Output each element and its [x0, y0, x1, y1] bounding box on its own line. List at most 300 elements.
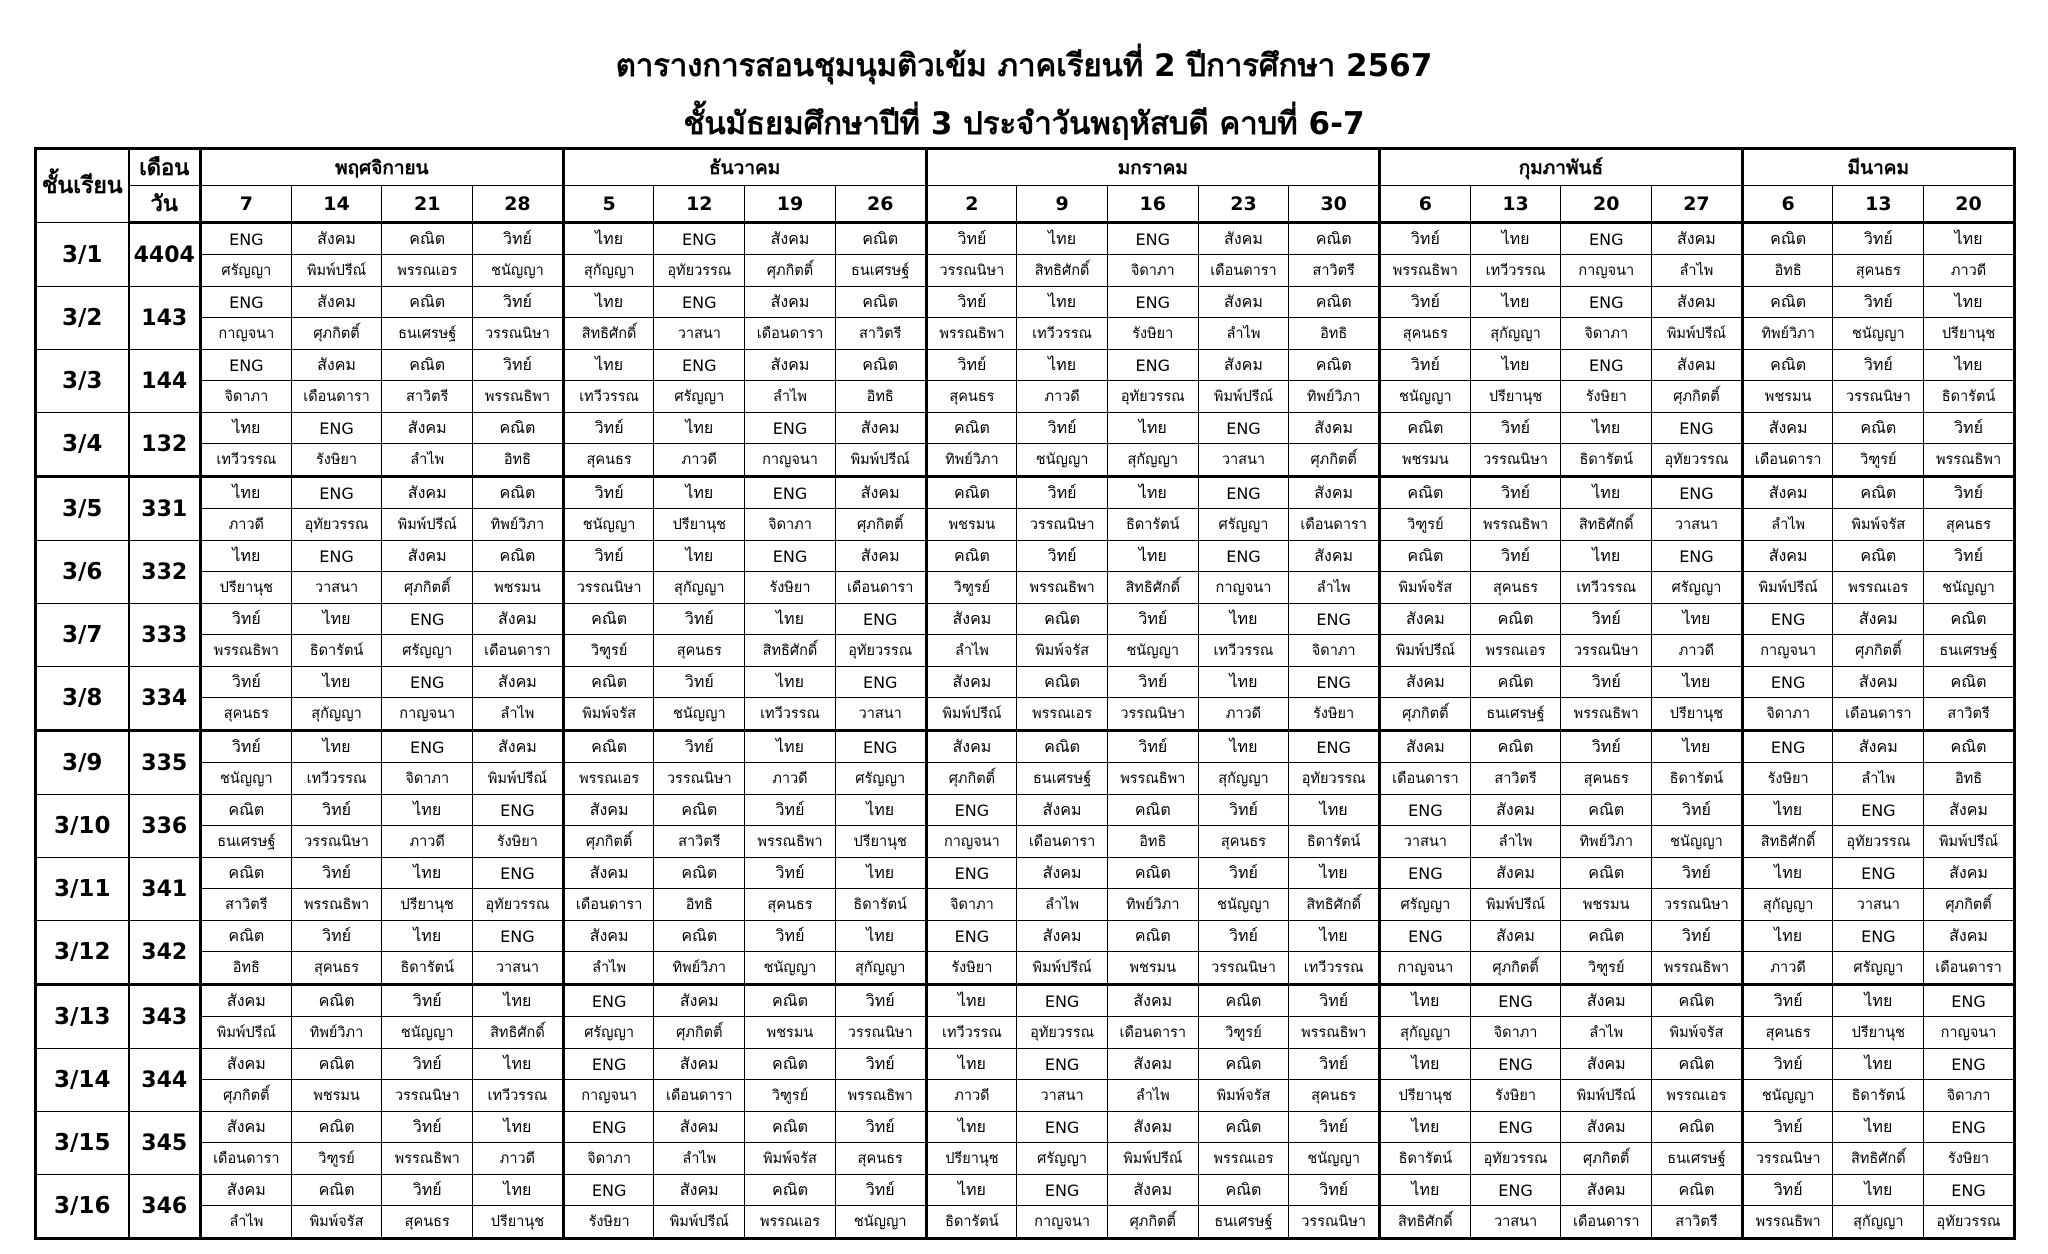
teacher-cell: เดือนดารา: [1742, 444, 1833, 477]
class-cell: 3/3: [36, 350, 129, 413]
subject-cell: ไทย: [1017, 223, 1108, 255]
subject-cell: วิทย์: [291, 858, 382, 889]
teacher-cell: พิมพ์ปรีณ์: [382, 509, 473, 541]
subject-cell: วิทย์: [1107, 604, 1198, 635]
subject-cell: ไทย: [1742, 858, 1833, 889]
teacher-cell: อิทธิ: [473, 444, 564, 477]
subject-cell: ไทย: [1833, 1175, 1924, 1206]
teacher-cell: เทวีวรรณ: [291, 763, 382, 795]
subject-cell: ไทย: [1198, 667, 1289, 698]
subject-cell: ไทย: [473, 1112, 564, 1143]
teacher-cell: สุคนธร: [1742, 1017, 1833, 1049]
teacher-cell: สุกัญญา: [1833, 1206, 1924, 1239]
subject-cell: วิทย์: [1561, 604, 1652, 635]
teacher-cell: พิมพ์ปรีณ์: [1742, 572, 1833, 604]
teacher-cell: ลำไพ: [1017, 889, 1108, 921]
subject-cell: ไทย: [745, 731, 836, 763]
teacher-cell: ศรัญญา: [201, 255, 292, 287]
header-month-label: เดือน: [129, 149, 201, 186]
teacher-cell: วาสนา: [1017, 1080, 1108, 1112]
room-cell: 143: [129, 287, 201, 350]
teacher-cell: เดือนดารา: [1561, 1206, 1652, 1239]
schedule-subtitle: ชั้นมัธยมศึกษาปีที่ 3 ประจำวันพฤหัสบดี คาบที่ 6-7: [683, 106, 1365, 142]
subject-cell: คณิต: [1652, 1175, 1743, 1206]
subject-cell: สังคม: [654, 985, 745, 1017]
subject-cell: ENG: [745, 413, 836, 444]
subject-cell: ไทย: [1742, 921, 1833, 952]
teacher-cell: พชรมน: [1742, 381, 1833, 413]
subject-cell: ENG: [1107, 287, 1198, 318]
subject-cell: คณิต: [835, 350, 926, 381]
subject-cell: ไทย: [1470, 223, 1561, 255]
subject-cell: ENG: [1198, 541, 1289, 572]
table-row-subjects: [36, 541, 2015, 572]
teacher-cell: พรรณธิพา: [1289, 1017, 1380, 1049]
teacher-cell: สิทธิศักดิ์: [473, 1017, 564, 1049]
subject-cell: คณิต: [291, 985, 382, 1017]
teacher-cell: เทวีวรรณ: [1561, 572, 1652, 604]
teacher-cell: สุกัญญา: [1742, 889, 1833, 921]
teacher-cell: พรรณธิพา: [1652, 952, 1743, 985]
subject-cell: สังคม: [1198, 223, 1289, 255]
subject-cell: สังคม: [201, 1175, 292, 1206]
class-cell: 3/11: [36, 858, 129, 921]
table-row-subjects: [36, 795, 2015, 826]
subject-cell: ไทย: [563, 350, 654, 381]
subject-cell: ENG: [473, 858, 564, 889]
teacher-cell: วรรณนิษา: [1198, 952, 1289, 985]
subject-cell: คณิต: [926, 477, 1017, 509]
subject-cell: คณิต: [1561, 921, 1652, 952]
subject-cell: ENG: [1380, 795, 1471, 826]
teacher-cell: สิทธิศักดิ์: [563, 318, 654, 350]
teacher-cell: จิดาภา: [563, 1143, 654, 1175]
subject-cell: ENG: [382, 667, 473, 698]
date-header: 6: [1742, 186, 1833, 223]
subject-cell: ไทย: [201, 541, 292, 572]
teacher-cell: พิมพ์ปรีณ์: [1017, 952, 1108, 985]
teacher-cell: ศรัญญา: [1380, 889, 1471, 921]
teacher-cell: พิมพ์ปรีณ์: [1924, 826, 2015, 858]
teacher-cell: ธนเศรษฐ์: [1652, 1143, 1743, 1175]
subject-cell: วิทย์: [1833, 287, 1924, 318]
subject-cell: วิทย์: [1107, 731, 1198, 763]
table-row-teachers: [36, 572, 2015, 604]
subject-cell: ENG: [654, 223, 745, 255]
teacher-cell: สุคนธร: [926, 381, 1017, 413]
teacher-cell: จิดาภา: [1561, 318, 1652, 350]
teacher-cell: สุคนธร: [201, 698, 292, 731]
subject-cell: คณิต: [745, 1175, 836, 1206]
teacher-cell: จิดาภา: [1289, 635, 1380, 667]
teacher-cell: สิทธิศักดิ์: [1833, 1143, 1924, 1175]
subject-cell: คณิต: [745, 1112, 836, 1143]
teacher-cell: สุคนธร: [654, 635, 745, 667]
subject-cell: ไทย: [654, 541, 745, 572]
class-cell: 3/13: [36, 985, 129, 1049]
teacher-cell: ศุภกิตติ์: [926, 763, 1017, 795]
teacher-cell: เดือนดารา: [1198, 255, 1289, 287]
teacher-cell: รังษิยา: [1742, 763, 1833, 795]
subject-cell: ENG: [563, 985, 654, 1017]
teacher-cell: พิมพ์ปรีณ์: [1561, 1080, 1652, 1112]
class-cell: 3/10: [36, 795, 129, 858]
teacher-cell: ลำไพ: [382, 444, 473, 477]
teacher-cell: กาญจนา: [1380, 952, 1471, 985]
teacher-cell: ชนัญญา: [1380, 381, 1471, 413]
teacher-cell: พรรณธิพา: [1924, 444, 2015, 477]
teacher-cell: เทวีวรรณ: [745, 698, 836, 731]
subject-cell: คณิต: [1470, 604, 1561, 635]
teacher-cell: ลำไพ: [926, 635, 1017, 667]
teacher-cell: รังษิยา: [473, 826, 564, 858]
teacher-cell: พรรณธิพา: [835, 1080, 926, 1112]
subject-cell: สังคม: [473, 604, 564, 635]
teacher-cell: รังษิยา: [926, 952, 1017, 985]
teacher-cell: เทวีวรรณ: [1289, 952, 1380, 985]
subject-cell: คณิต: [926, 413, 1017, 444]
teacher-cell: ธนเศรษฐ์: [835, 255, 926, 287]
room-cell: 346: [129, 1175, 201, 1239]
teacher-cell: พรรณธิพา: [291, 889, 382, 921]
teacher-cell: เดือนดารา: [1924, 952, 2015, 985]
subject-cell: ไทย: [291, 731, 382, 763]
teacher-cell: ศรัญญา: [835, 763, 926, 795]
teacher-cell: เดือนดารา: [835, 572, 926, 604]
teacher-cell: สิทธิศักดิ์: [1289, 889, 1380, 921]
subject-cell: วิทย์: [1380, 223, 1471, 255]
room-cell: 344: [129, 1049, 201, 1112]
subject-cell: วิทย์: [291, 795, 382, 826]
teacher-cell: พรรณเอร: [563, 763, 654, 795]
teacher-cell: สุคนธร: [745, 889, 836, 921]
date-header: 20: [1924, 186, 2015, 223]
subject-cell: คณิต: [1198, 1049, 1289, 1080]
room-cell: 132: [129, 413, 201, 477]
teacher-cell: เทวีวรรณ: [1198, 635, 1289, 667]
teacher-cell: สาวิตรี: [1924, 698, 2015, 731]
subject-cell: คณิต: [1742, 350, 1833, 381]
teacher-cell: ปรียานุช: [1924, 318, 2015, 350]
subject-cell: คณิต: [382, 287, 473, 318]
teacher-cell: ศุภกิตติ์: [1470, 952, 1561, 985]
teacher-cell: ชนัญญา: [382, 1017, 473, 1049]
teacher-cell: สาวิตรี: [1289, 255, 1380, 287]
room-cell: 334: [129, 667, 201, 731]
subject-cell: วิทย์: [1652, 795, 1743, 826]
subject-cell: ENG: [1289, 667, 1380, 698]
teacher-cell: วรรณนิษา: [926, 255, 1017, 287]
subject-cell: ไทย: [1561, 477, 1652, 509]
subject-cell: ENG: [563, 1049, 654, 1080]
subject-cell: วิทย์: [201, 604, 292, 635]
teacher-cell: สาวิตรี: [1652, 1206, 1743, 1239]
teacher-cell: ธิดารัตน์: [1289, 826, 1380, 858]
teacher-cell: กาญจนา: [1742, 635, 1833, 667]
subject-cell: ไทย: [473, 1175, 564, 1206]
subject-cell: สังคม: [745, 350, 836, 381]
subject-cell: ไทย: [1652, 667, 1743, 698]
teacher-cell: อุทัยวรรณ: [1289, 763, 1380, 795]
subject-cell: วิทย์: [1561, 731, 1652, 763]
subject-cell: วิทย์: [1289, 985, 1380, 1017]
teacher-cell: ธนเศรษฐ์: [1470, 698, 1561, 731]
teacher-cell: จิดาภา: [745, 509, 836, 541]
teacher-cell: พิมพ์ปรีณ์: [835, 444, 926, 477]
teacher-cell: จิดาภา: [926, 889, 1017, 921]
subject-cell: ENG: [1017, 985, 1108, 1017]
subject-cell: ไทย: [1652, 731, 1743, 763]
teacher-cell: วรรณนิษา: [382, 1080, 473, 1112]
table-row-teachers: [36, 698, 2015, 731]
date-header: 13: [1833, 186, 1924, 223]
subject-cell: สังคม: [473, 667, 564, 698]
teacher-cell: พรรณธิพา: [1561, 698, 1652, 731]
teacher-cell: สุคนธร: [1470, 572, 1561, 604]
teacher-cell: พรรณธิพา: [1470, 509, 1561, 541]
subject-cell: วิทย์: [1470, 477, 1561, 509]
teacher-cell: อิทธิ: [654, 889, 745, 921]
subject-cell: ENG: [1742, 667, 1833, 698]
table-row-teachers: [36, 1017, 2015, 1049]
teacher-cell: พิมพ์จรัส: [745, 1143, 836, 1175]
subject-cell: ENG: [926, 858, 1017, 889]
subject-cell: คณิต: [1742, 223, 1833, 255]
teacher-cell: สุกัญญา: [1380, 1017, 1471, 1049]
teacher-cell: เดือนดารา: [1833, 698, 1924, 731]
teacher-cell: รังษิยา: [563, 1206, 654, 1239]
subject-cell: ไทย: [1107, 541, 1198, 572]
table-row-teachers: [36, 952, 2015, 985]
teacher-cell: อุทัยวรรณ: [1470, 1143, 1561, 1175]
teacher-cell: อุทัยวรรณ: [1924, 1206, 2015, 1239]
teacher-cell: อุทัยวรรณ: [654, 255, 745, 287]
header-class-label: ชั้นเรียน: [36, 149, 129, 223]
teacher-cell: เทวีวรรณ: [201, 444, 292, 477]
subject-cell: สังคม: [835, 477, 926, 509]
table-row-teachers: [36, 381, 2015, 413]
table-row-teachers: [36, 255, 2015, 287]
table-row-subjects: [36, 667, 2015, 698]
teacher-cell: ปรียานุช: [382, 889, 473, 921]
subject-cell: ENG: [382, 604, 473, 635]
teacher-cell: ธิดารัตน์: [926, 1206, 1017, 1239]
subject-cell: ENG: [1289, 604, 1380, 635]
teacher-cell: พิมพ์ปรีณ์: [926, 698, 1017, 731]
subject-cell: ENG: [1198, 477, 1289, 509]
table-row-subjects: [36, 921, 2015, 952]
date-header: 19: [745, 186, 836, 223]
teacher-cell: ธิดารัตน์: [382, 952, 473, 985]
teacher-cell: พรรณเอร: [1833, 572, 1924, 604]
subject-cell: ENG: [1470, 1175, 1561, 1206]
subject-cell: คณิต: [291, 1049, 382, 1080]
teacher-cell: พรรณเอร: [1652, 1080, 1743, 1112]
subject-cell: สังคม: [926, 731, 1017, 763]
teacher-cell: ศรัญญา: [563, 1017, 654, 1049]
subject-cell: สังคม: [201, 985, 292, 1017]
subject-cell: สังคม: [201, 1049, 292, 1080]
teacher-cell: ปรียานุช: [201, 572, 292, 604]
subject-cell: ไทย: [1289, 858, 1380, 889]
teacher-cell: ภาวดี: [1198, 698, 1289, 731]
teacher-cell: ลำไพ: [201, 1206, 292, 1239]
subject-cell: คณิต: [1198, 985, 1289, 1017]
teacher-cell: อุทัยวรรณ: [1833, 826, 1924, 858]
teacher-cell: ชนัญญา: [1107, 635, 1198, 667]
teacher-cell: อุทัยวรรณ: [835, 635, 926, 667]
date-header: 5: [563, 186, 654, 223]
teacher-cell: ธิดารัตน์: [1833, 1080, 1924, 1112]
teacher-cell: อิทธิ: [835, 381, 926, 413]
teacher-cell: สาวิตรี: [1470, 763, 1561, 795]
teacher-cell: รังษิยา: [1924, 1143, 2015, 1175]
subject-cell: สังคม: [1833, 667, 1924, 698]
teacher-cell: วรรณนิษา: [1652, 889, 1743, 921]
subject-cell: ไทย: [1198, 731, 1289, 763]
subject-cell: ไทย: [1833, 985, 1924, 1017]
subject-cell: ไทย: [563, 223, 654, 255]
subject-cell: สังคม: [1742, 541, 1833, 572]
class-cell: 3/15: [36, 1112, 129, 1175]
room-cell: 336: [129, 795, 201, 858]
subject-cell: วิทย์: [563, 541, 654, 572]
subject-cell: วิทย์: [382, 1049, 473, 1080]
subject-cell: วิทย์: [1017, 541, 1108, 572]
teacher-cell: รังษิยา: [291, 444, 382, 477]
teacher-cell: ศรัญญา: [1198, 509, 1289, 541]
subject-cell: วิทย์: [835, 985, 926, 1017]
teacher-cell: ศุภกิตติ์: [201, 1080, 292, 1112]
room-cell: 144: [129, 350, 201, 413]
teacher-cell: ชนัญญา: [1652, 826, 1743, 858]
subject-cell: สังคม: [291, 350, 382, 381]
subject-cell: คณิต: [1107, 795, 1198, 826]
room-cell: 341: [129, 858, 201, 921]
table-row-subjects: [36, 350, 2015, 381]
table-row-subjects: [36, 223, 2015, 255]
subject-cell: วิทย์: [1470, 413, 1561, 444]
teacher-cell: พชรมน: [745, 1017, 836, 1049]
subject-cell: สังคม: [1561, 1112, 1652, 1143]
subject-cell: ไทย: [835, 921, 926, 952]
teacher-cell: พรรณธิพา: [382, 1143, 473, 1175]
subject-cell: วิทย์: [201, 667, 292, 698]
month-header: กุมภาพันธ์: [1380, 149, 1743, 186]
teacher-cell: พิมพ์จรัส: [1198, 1080, 1289, 1112]
subject-cell: คณิต: [1561, 858, 1652, 889]
teacher-cell: พรรณเอร: [1198, 1143, 1289, 1175]
teacher-cell: ลำไพ: [1742, 509, 1833, 541]
subject-cell: วิทย์: [1289, 1175, 1380, 1206]
subject-cell: คณิต: [1017, 731, 1108, 763]
subject-cell: วิทย์: [473, 287, 564, 318]
subject-cell: สังคม: [1017, 921, 1108, 952]
teacher-cell: ลำไพ: [745, 381, 836, 413]
teacher-cell: เดือนดารา: [201, 1143, 292, 1175]
date-header: 13: [1470, 186, 1561, 223]
subject-cell: วิทย์: [1833, 223, 1924, 255]
teacher-cell: สิทธิศักดิ์: [1561, 509, 1652, 541]
subject-cell: ไทย: [1107, 477, 1198, 509]
teacher-cell: ปรียานุช: [1652, 698, 1743, 731]
subject-cell: ENG: [835, 731, 926, 763]
subject-cell: วิทย์: [1652, 921, 1743, 952]
teacher-cell: ธิดารัตน์: [1380, 1143, 1471, 1175]
date-header: 23: [1198, 186, 1289, 223]
header-day-label: วัน: [129, 186, 201, 223]
subject-cell: วิทย์: [1833, 350, 1924, 381]
subject-cell: ENG: [1017, 1112, 1108, 1143]
subject-cell: คณิต: [1198, 1175, 1289, 1206]
subject-cell: คณิต: [201, 921, 292, 952]
subject-cell: ไทย: [473, 985, 564, 1017]
teacher-cell: พรรณธิพา: [1742, 1206, 1833, 1239]
room-cell: 342: [129, 921, 201, 985]
teacher-cell: ธนเศรษฐ์: [382, 318, 473, 350]
teacher-cell: กาญจนา: [745, 444, 836, 477]
subject-cell: คณิต: [654, 795, 745, 826]
subject-cell: ENG: [654, 350, 745, 381]
subject-cell: ไทย: [926, 985, 1017, 1017]
teacher-cell: ลำไพ: [563, 952, 654, 985]
table-row-teachers: [36, 1080, 2015, 1112]
subject-cell: สังคม: [654, 1175, 745, 1206]
subject-cell: ENG: [563, 1175, 654, 1206]
teacher-cell: ทิพย์วิภา: [1742, 318, 1833, 350]
subject-cell: สังคม: [654, 1049, 745, 1080]
teacher-cell: วรรณนิษา: [835, 1017, 926, 1049]
table-row-subjects: [36, 731, 2015, 763]
teacher-cell: อุทัยวรรณ: [473, 889, 564, 921]
teacher-cell: วรรณนิษา: [1107, 698, 1198, 731]
subject-cell: ไทย: [1833, 1049, 1924, 1080]
subject-cell: ไทย: [1380, 1049, 1471, 1080]
subject-cell: วิทย์: [1924, 413, 2015, 444]
teacher-cell: วาสนา: [1470, 1206, 1561, 1239]
subject-cell: คณิต: [745, 1049, 836, 1080]
subject-cell: ไทย: [1924, 223, 2015, 255]
teacher-cell: อุทัยวรรณ: [1017, 1017, 1108, 1049]
teacher-cell: ศุภกิตติ์: [654, 1017, 745, 1049]
subject-cell: คณิต: [1742, 287, 1833, 318]
teacher-cell: พรรณธิพา: [201, 635, 292, 667]
subject-cell: วิทย์: [1380, 350, 1471, 381]
subject-cell: ENG: [473, 921, 564, 952]
date-header: 7: [201, 186, 292, 223]
teacher-cell: เดือนดารา: [1107, 1017, 1198, 1049]
subject-cell: ENG: [1833, 858, 1924, 889]
subject-cell: คณิต: [1107, 858, 1198, 889]
teacher-cell: ชนัญญา: [1924, 572, 2015, 604]
teacher-cell: ชนัญญา: [201, 763, 292, 795]
subject-cell: วิทย์: [1198, 795, 1289, 826]
teacher-cell: จิดาภา: [1470, 1017, 1561, 1049]
subject-cell: สังคม: [1107, 1175, 1198, 1206]
teacher-cell: ธิดารัตน์: [1107, 509, 1198, 541]
teacher-cell: ศุภกิตติ์: [1289, 444, 1380, 477]
table-row-teachers: [36, 509, 2015, 541]
teacher-cell: ปรียานุช: [473, 1206, 564, 1239]
subject-cell: สังคม: [1652, 350, 1743, 381]
subject-cell: สังคม: [1017, 795, 1108, 826]
teacher-cell: ชนัญญา: [1289, 1143, 1380, 1175]
subject-cell: วิทย์: [1198, 858, 1289, 889]
room-cell: 331: [129, 477, 201, 541]
teacher-cell: กาญจนา: [201, 318, 292, 350]
table-row-subjects: [36, 1175, 2015, 1206]
teacher-cell: ธิดารัตน์: [1652, 763, 1743, 795]
